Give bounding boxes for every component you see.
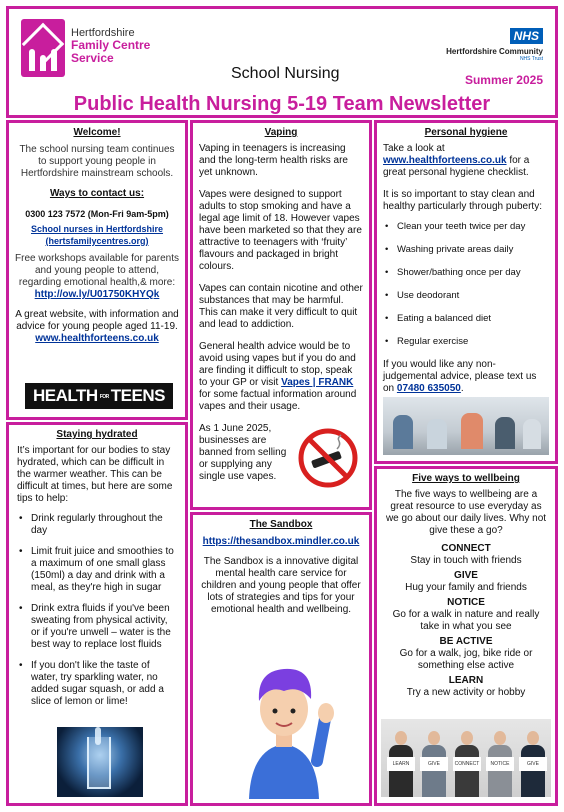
exercise-photo: [383, 397, 549, 455]
school-nurses-link[interactable]: School nurses in Hertfordshire: [30, 224, 164, 234]
team-member: [486, 727, 514, 797]
workshops-text: Free workshops available for parents and young people to attend, regarding emotional health,& more:: [15, 253, 179, 288]
wellbeing-way-text: Go for a walk in nature and really take in what you see: [392, 609, 540, 632]
text-us-number[interactable]: 07480 635050: [396, 383, 461, 394]
wellbeing-sign: GIVE: [420, 757, 448, 771]
wellbeing-sign: GIVE: [519, 757, 547, 771]
wellbeing-way-text: Stay in touch with friends: [410, 555, 522, 566]
waving-boy-illustration: [229, 649, 339, 799]
sandbox-link[interactable]: https://thesandbox.mindler.co.uk: [202, 536, 360, 547]
wellbeing-way-title: NOTICE: [447, 597, 485, 608]
wellbeing-panel: [374, 466, 558, 806]
newsletter-title: Public Health Nursing 5-19 Team Newsletter: [73, 93, 491, 115]
hydration-tip: • Drink extra fluids if you've been sweating from physical activity, or if you're unwell – water is the best way to replace lost fluids: [17, 603, 179, 651]
team-member: [420, 727, 448, 797]
hydration-tip: • If you don't like the taste of water, try sparkling water, no added sugar squash, or add a slice of lemon or lime!: [17, 660, 179, 708]
team-member: [453, 727, 481, 797]
school-nursing-label: School Nursing: [231, 65, 340, 82]
website-text: A great website, with information and advice for young people aged 11-19.: [15, 309, 179, 332]
wellbeing-intro: The five ways to wellbeing are a great resource to use everyday as we go about our daily lives. Why not give these a go?: [385, 489, 547, 536]
wellbeing-ways: [383, 543, 549, 699]
wellbeing-way: [383, 543, 549, 567]
herts-family-centres-link[interactable]: (hertsfamilycentres.org): [45, 236, 149, 246]
wellbeing-way-text: Try a new activity or hobby: [406, 687, 526, 698]
sandbox-text: The Sandbox is a innovative digital mental health care service for children and young people that offer lots of strategies and tips for your emotional health and wellbeing.: [201, 556, 361, 615]
hygiene-item: • Use deodorant: [383, 290, 549, 302]
no-vaping-icon: [297, 427, 359, 489]
hygiene-item: • Washing private areas daily: [383, 244, 549, 256]
vaping-p2: Vapes were designed to support adults to stop smoking and have a legal age limit of 18. However vapes have been marketed so that they are attractive to teenagers with ‘fruity’ flavours and packaged in bright colours.: [199, 189, 362, 272]
vaping-panel: [190, 120, 372, 510]
sandbox-panel: [190, 512, 372, 806]
hydration-tips-list: [17, 513, 179, 708]
nhs-badge: NHS: [510, 28, 543, 44]
healthforteens-link[interactable]: www.healthforteens.co.uk: [35, 333, 159, 344]
water-glass-image: [57, 727, 143, 797]
vaping-p5: As 1 June 2025, businesses are banned from selling or supplying any single use vapes.: [199, 423, 287, 482]
vaping-heading: Vaping: [264, 127, 298, 138]
contact-heading: Ways to contact us:: [49, 188, 145, 199]
wellbeing-way-text: Go for a walk, jog, bike ride or something else active: [399, 648, 533, 671]
wellbeing-way-title: CONNECT: [441, 543, 491, 554]
frank-link[interactable]: Vapes | FRANK: [281, 377, 354, 388]
nhs-logo: [403, 27, 543, 62]
hydration-intro: It’s important for our bodies to stay hydrated, which can be difficult in the warmer weather. This can be difficult at times, but here are some tips to help:: [17, 445, 173, 504]
health-for-teens-banner: HEALTH FOR TEENS: [25, 383, 173, 409]
team-photo: [381, 719, 551, 797]
nhs-org-name: Hertfordshire Community: [446, 47, 543, 56]
hydration-tip: • Limit fruit juice and smoothies to a maximum of one small glass (150ml) a day and drink with a meal, as they're high in sugar: [17, 546, 179, 594]
wellbeing-way: [383, 570, 549, 594]
hygiene-p1: Take a look at www.healthforteens.co.uk for a great personal hygiene checklist.: [383, 143, 530, 178]
welcome-heading: Welcome!: [73, 127, 121, 138]
hydration-heading: Staying hydrated: [56, 429, 138, 440]
wellbeing-way: [383, 675, 549, 699]
wellbeing-sign: CONNECT: [453, 757, 481, 771]
season-label: Summer 2025: [464, 73, 543, 87]
hygiene-checklist-link[interactable]: www.healthforteens.co.uk: [383, 155, 507, 166]
wellbeing-way-title: BE ACTIVE: [439, 636, 493, 647]
hydration-tip: • Drink regularly throughout the day: [17, 513, 179, 537]
hygiene-item: • Shower/bathing once per day: [383, 267, 549, 279]
family-centre-logo: [21, 19, 171, 81]
logo-line-2: Family Centre: [71, 38, 151, 52]
hygiene-panel: [374, 120, 558, 464]
hydration-panel: [6, 422, 188, 806]
wellbeing-way-title: GIVE: [454, 570, 478, 581]
logo-line-1: Hertfordshire: [71, 27, 135, 39]
family-house-icon: [21, 19, 65, 77]
wellbeing-way: [383, 636, 549, 672]
hygiene-list: [383, 221, 549, 348]
hygiene-p3: If you would like any non-judgemental advice, please text us on 07480 635050.: [383, 359, 537, 394]
hygiene-heading: Personal hygiene: [424, 127, 508, 138]
wellbeing-way: [383, 597, 549, 633]
newsletter-header: [6, 6, 558, 118]
hygiene-item: • Clean your teeth twice per day: [383, 221, 549, 233]
wellbeing-way-title: LEARN: [448, 675, 484, 686]
wellbeing-way-text: Hug your family and friends: [405, 582, 527, 593]
vaping-p3: Vapes can contain nicotine and other substances that may be harmful. This can make it very difficult to quit and lead to addiction.: [199, 283, 363, 330]
wellbeing-sign: NOTICE: [486, 757, 514, 771]
nhs-trust: NHS Trust: [519, 56, 543, 62]
welcome-panel: [6, 120, 188, 420]
team-member: [387, 727, 415, 797]
wellbeing-heading: Five ways to wellbeing: [412, 473, 520, 484]
hygiene-item: • Eating a balanced diet: [383, 313, 549, 325]
vaping-p1: Vaping in teenagers is increasing and the long-term health risks are yet unknown.: [199, 143, 348, 178]
welcome-intro: The school nursing team continues to support young people in Hertfordshire mainstream schools.: [19, 144, 175, 179]
hygiene-p2: It is so important to stay clean and healthy particularly through puberty:: [383, 189, 542, 212]
workshops-link[interactable]: http://ow.ly/U01750KHYQk: [34, 289, 160, 300]
hygiene-item: • Regular exercise: [383, 336, 549, 348]
wellbeing-sign: LEARN: [387, 757, 415, 771]
sandbox-heading: The Sandbox: [249, 519, 313, 530]
team-member: [519, 727, 547, 797]
logo-line-3: Service: [71, 51, 114, 65]
vaping-p4: General health advice would be to avoid using vapes but if you do and are finding it difficult to stop, speak to your GP or visit Vapes | FRANK for some factual information around vapes and their usage.: [199, 341, 357, 412]
contact-phone: 0300 123 7572 (Mon-Fri 9am-5pm): [25, 209, 169, 219]
